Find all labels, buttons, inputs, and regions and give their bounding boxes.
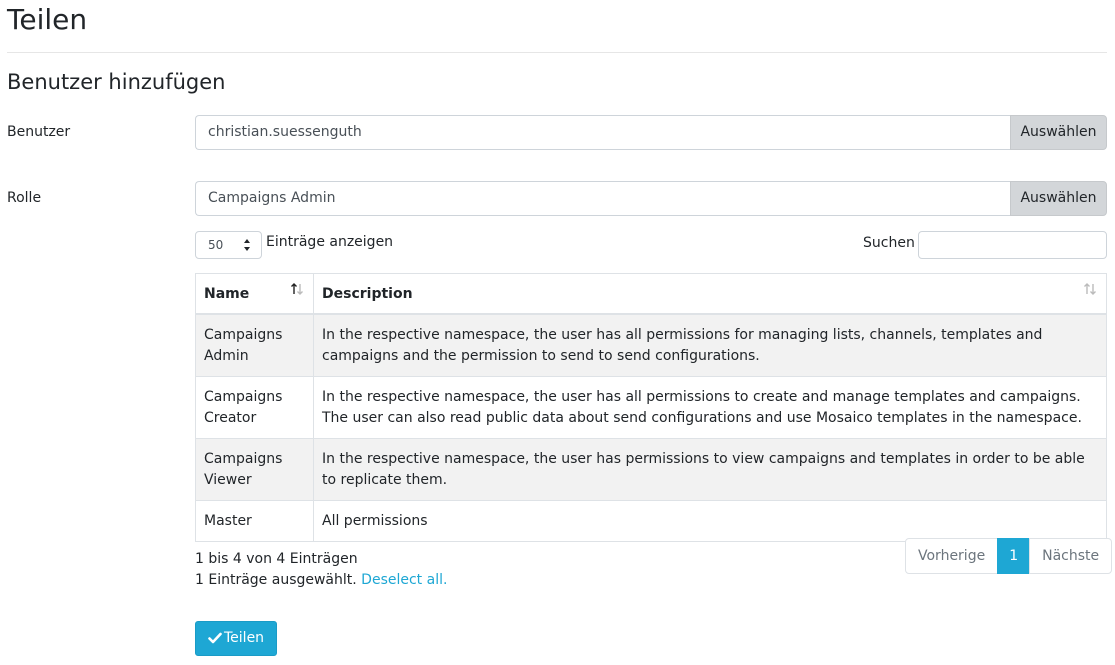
row-name: Campaigns Admin: [196, 314, 314, 377]
user-select-button[interactable]: Auswählen: [1010, 115, 1107, 150]
check-icon: [208, 632, 222, 644]
selected-count: 1 Einträge ausgewählt.: [195, 572, 357, 588]
share-button-label: Teilen: [224, 630, 265, 646]
pagination-prev[interactable]: Vorherige: [905, 538, 998, 574]
row-description: In the respective namespace, the user has all permissions for managing lists, channels, templates and campaigns and the permission to send to send configurations.: [314, 314, 1107, 377]
entries-length-label: Einträge anzeigen: [266, 234, 394, 250]
user-input[interactable]: christian.suessenguth: [195, 115, 1010, 150]
select-arrows-icon: [243, 238, 251, 252]
role-label: Rolle: [7, 190, 42, 206]
entries-length-select[interactable]: [195, 231, 262, 259]
selection-info: [195, 570, 447, 591]
roles-table: [195, 273, 1107, 542]
pagination-page-1[interactable]: 1: [997, 538, 1030, 574]
table-row[interactable]: [196, 314, 1107, 377]
table-row[interactable]: [196, 376, 1107, 438]
sort-icon: [1083, 283, 1097, 295]
deselect-all-link[interactable]: Deselect all.: [361, 572, 448, 588]
column-header-description-label: Description: [322, 286, 413, 302]
table-info: [195, 549, 447, 591]
row-description: In the respective namespace, the user has permissions to view campaigns and templates in order to be able to replicate them.: [314, 438, 1107, 500]
sort-icon: [290, 283, 304, 295]
row-name: Campaigns Viewer: [196, 438, 314, 500]
role-input-group: [195, 181, 1107, 216]
column-header-description[interactable]: [314, 274, 1107, 314]
entries-length-value: 50: [208, 238, 224, 252]
section-title: Benutzer hinzufügen: [7, 70, 226, 94]
user-input-group: [195, 115, 1107, 150]
user-label: Benutzer: [7, 124, 71, 140]
row-description: All permissions: [314, 500, 1107, 541]
table-row[interactable]: [196, 438, 1107, 500]
column-header-name[interactable]: [196, 274, 314, 314]
column-header-name-label: Name: [204, 286, 250, 302]
pagination-next[interactable]: Nächste: [1029, 538, 1112, 574]
role-select-button[interactable]: Auswählen: [1010, 181, 1107, 216]
search-input[interactable]: [918, 231, 1107, 259]
entries-info: 1 bis 4 von 4 Einträgen: [195, 551, 358, 567]
page-title: Teilen: [7, 3, 88, 36]
row-name: Master: [196, 500, 314, 541]
pagination: [905, 538, 1112, 574]
role-input[interactable]: Campaigns Admin: [195, 181, 1010, 216]
share-button[interactable]: [195, 621, 277, 656]
search-label: Suchen: [863, 235, 915, 251]
row-description: In the respective namespace, the user has all permissions to create and manage templates and campaigns. The user can also read public data about send configurations and use Mosaico templates in the namespace.: [314, 376, 1107, 438]
table-row[interactable]: [196, 500, 1107, 541]
row-name: Campaigns Creator: [196, 376, 314, 438]
divider: [7, 52, 1107, 53]
